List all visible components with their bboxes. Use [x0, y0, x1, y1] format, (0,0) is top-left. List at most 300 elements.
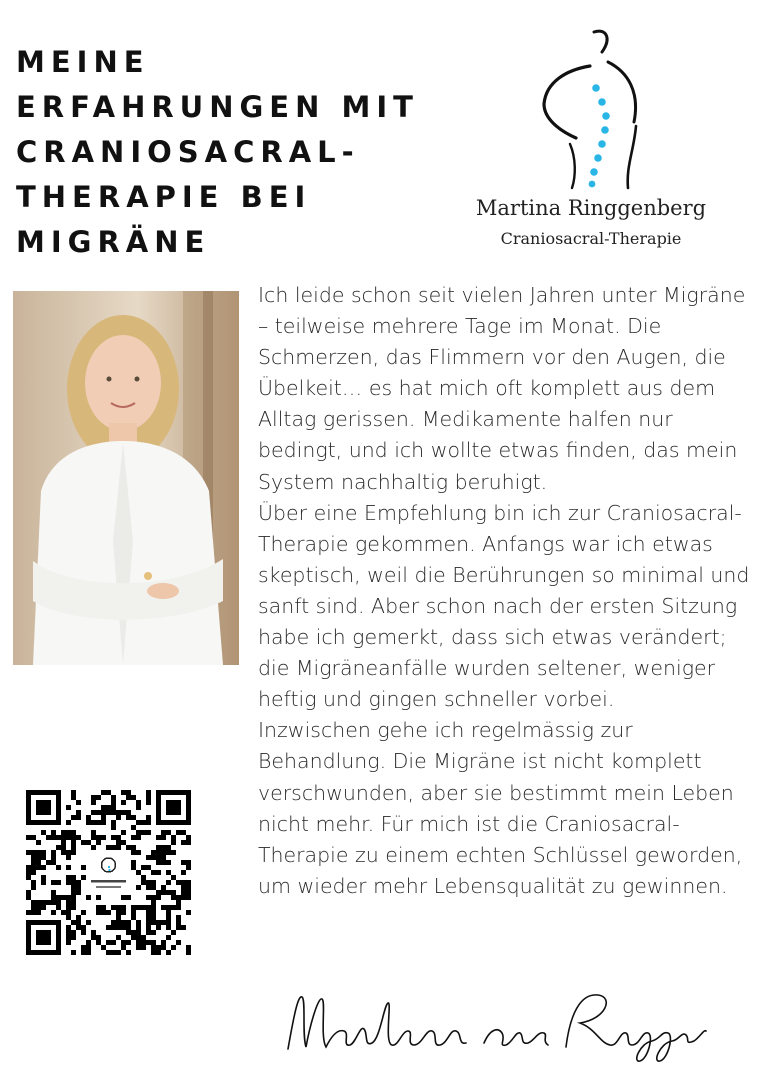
qr-module	[96, 835, 101, 840]
qr-module	[131, 905, 136, 910]
qr-module	[186, 860, 191, 865]
qr-module	[151, 850, 156, 855]
qr-module	[141, 935, 146, 940]
qr-module	[146, 930, 151, 935]
qr-module	[161, 885, 166, 890]
qr-module	[71, 895, 76, 900]
qr-module	[31, 860, 36, 865]
qr-module	[31, 865, 36, 870]
qr-module	[116, 815, 121, 820]
qr-module	[111, 820, 116, 825]
qr-module	[66, 855, 71, 860]
qr-module	[111, 795, 116, 800]
qr-module	[131, 825, 136, 830]
qr-module	[131, 910, 136, 915]
qr-module	[136, 885, 141, 890]
qr-module	[106, 810, 111, 815]
qr-module	[71, 850, 76, 855]
qr-module	[26, 890, 31, 895]
qr-module	[166, 915, 171, 920]
qr-module	[126, 845, 131, 850]
qr-module	[31, 870, 36, 875]
qr-module	[136, 820, 141, 825]
qr-module	[61, 910, 66, 915]
qr-module	[176, 925, 181, 930]
qr-module	[181, 890, 186, 895]
qr-module	[141, 830, 146, 835]
qr-module	[166, 920, 171, 925]
qr-module	[111, 810, 116, 815]
qr-module	[156, 835, 161, 840]
qr-module	[31, 885, 36, 890]
qr-module	[141, 880, 146, 885]
qr-module	[146, 940, 151, 945]
qr-module	[126, 815, 131, 820]
qr-module	[71, 835, 76, 840]
qr-module	[76, 815, 81, 820]
qr-module	[136, 945, 141, 950]
qr-module	[176, 830, 181, 835]
qr-module	[36, 850, 41, 855]
qr-module	[36, 855, 41, 860]
qr-module	[131, 935, 136, 940]
qr-module	[171, 930, 176, 935]
qr-module	[26, 875, 31, 880]
qr-module	[106, 845, 111, 850]
qr-module	[66, 930, 71, 935]
qr-module	[71, 840, 76, 845]
qr-module	[26, 895, 31, 900]
qr-module	[36, 910, 41, 915]
qr-module	[161, 890, 166, 895]
title-line: CRANIOSACRAL-	[16, 135, 360, 169]
qr-module	[51, 855, 56, 860]
qr-module	[51, 900, 56, 905]
qr-module	[81, 865, 86, 870]
qr-module	[66, 875, 71, 880]
qr-module	[136, 905, 141, 910]
qr-module	[146, 920, 151, 925]
qr-module	[136, 830, 141, 835]
qr-module	[156, 895, 161, 900]
qr-module	[106, 790, 111, 795]
qr-module	[101, 815, 106, 820]
title-line: ERFAHRUNGEN MIT	[16, 90, 419, 124]
qr-module	[31, 835, 36, 840]
qr-module	[101, 835, 106, 840]
qr-module	[161, 845, 166, 850]
qr-module	[141, 905, 146, 910]
qr-module	[156, 920, 161, 925]
qr-module	[91, 935, 96, 940]
qr-module	[71, 900, 76, 905]
qr-module	[111, 825, 116, 830]
qr-module	[151, 910, 156, 915]
qr-module	[51, 895, 56, 900]
qr-module	[141, 945, 146, 950]
qr-module	[76, 835, 81, 840]
qr-module	[26, 910, 31, 915]
qr-module	[156, 945, 161, 950]
qr-module	[66, 835, 71, 840]
qr-module	[151, 920, 156, 925]
qr-module	[126, 925, 131, 930]
qr-module	[66, 850, 71, 855]
qr-module	[96, 940, 101, 945]
qr-module	[151, 885, 156, 890]
qr-module	[146, 865, 151, 870]
qr-module	[66, 805, 71, 810]
qr-module	[171, 895, 176, 900]
spine-dots	[589, 84, 610, 187]
qr-module	[41, 850, 46, 855]
qr-module	[181, 870, 186, 875]
qr-module	[71, 950, 76, 955]
qr-module	[111, 845, 116, 850]
qr-module	[126, 930, 131, 935]
qr-module	[176, 905, 181, 910]
qr-module	[91, 835, 96, 840]
qr-module	[166, 850, 171, 855]
qr-module	[121, 905, 126, 910]
qr-module	[71, 930, 76, 935]
logo-name: Martina Ringgenberg	[475, 196, 707, 220]
qr-module	[156, 860, 161, 865]
qr-module	[166, 935, 171, 940]
qr-module	[76, 810, 81, 815]
qr-module	[136, 920, 141, 925]
qr-module	[176, 895, 181, 900]
qr-module	[131, 860, 136, 865]
qr-code-pattern	[26, 790, 191, 955]
qr-module	[36, 905, 41, 910]
qr-module	[186, 890, 191, 895]
qr-module	[111, 925, 116, 930]
qr-module	[86, 920, 91, 925]
qr-module	[81, 925, 86, 930]
qr-module	[66, 905, 71, 910]
qr-module	[151, 905, 156, 910]
qr-module	[76, 920, 81, 925]
qr-module	[176, 920, 181, 925]
qr-module	[81, 910, 86, 915]
qr-module	[166, 905, 171, 910]
qr-module	[151, 855, 156, 860]
qr-module	[146, 915, 151, 920]
qr-module	[176, 880, 181, 885]
qr-module	[136, 940, 141, 945]
qr-module	[26, 870, 31, 875]
qr-module	[171, 945, 176, 950]
qr-module	[76, 880, 81, 885]
qr-module	[66, 910, 71, 915]
qr-module	[131, 865, 136, 870]
qr-module	[146, 800, 151, 805]
qr-module	[136, 935, 141, 940]
qr-module	[81, 840, 86, 845]
qr-module	[66, 830, 71, 835]
qr-module	[151, 950, 156, 955]
qr-module	[56, 895, 61, 900]
qr-module	[141, 875, 146, 880]
qr-module	[106, 805, 111, 810]
qr-module	[161, 860, 166, 865]
qr-code-icon[interactable]	[26, 790, 191, 955]
qr-module	[71, 935, 76, 940]
qr-module	[166, 870, 171, 875]
qr-module	[161, 850, 166, 855]
qr-module	[181, 925, 186, 930]
qr-module	[131, 815, 136, 820]
qr-module	[171, 875, 176, 880]
qr-module	[141, 820, 146, 825]
qr-module	[41, 830, 46, 835]
qr-module	[76, 885, 81, 890]
qr-module	[91, 800, 96, 805]
qr-module	[91, 810, 96, 815]
qr-module	[46, 900, 51, 905]
qr-module	[66, 900, 71, 905]
qr-module	[186, 910, 191, 915]
qr-module	[91, 830, 96, 835]
qr-module	[116, 835, 121, 840]
qr-module	[96, 820, 101, 825]
qr-module	[161, 835, 166, 840]
qr-module	[171, 835, 176, 840]
qr-module	[86, 950, 91, 955]
qr-module	[51, 880, 56, 885]
qr-module	[161, 830, 166, 835]
qr-module	[41, 865, 46, 870]
qr-module	[31, 855, 36, 860]
qr-module	[131, 845, 136, 850]
qr-module	[161, 920, 166, 925]
qr-module	[56, 880, 61, 885]
qr-module	[81, 930, 86, 935]
qr-module	[111, 940, 116, 945]
qr-module	[116, 925, 121, 930]
page-title	[16, 40, 456, 265]
qr-module	[131, 850, 136, 855]
qr-module	[81, 950, 86, 955]
testimonial-text	[258, 280, 754, 902]
qr-module	[126, 810, 131, 815]
qr-module	[31, 850, 36, 855]
qr-module	[96, 795, 101, 800]
qr-module	[96, 810, 101, 815]
qr-module	[146, 830, 151, 835]
qr-module	[66, 915, 71, 920]
qr-module	[111, 805, 116, 810]
qr-module	[151, 940, 156, 945]
qr-module	[121, 895, 126, 900]
qr-module	[116, 845, 121, 850]
qr-module	[136, 930, 141, 935]
qr-module	[146, 905, 151, 910]
qr-module	[36, 840, 41, 845]
qr-module	[26, 850, 31, 855]
brand-logo	[466, 26, 726, 256]
qr-module	[156, 925, 161, 930]
qr-module	[71, 890, 76, 895]
qr-module	[186, 885, 191, 890]
qr-module	[166, 830, 171, 835]
qr-module	[66, 820, 71, 825]
qr-module	[81, 945, 86, 950]
qr-module	[136, 800, 141, 805]
qr-module	[181, 830, 186, 835]
logo-subtitle: Craniosacral-Therapie	[500, 229, 682, 248]
qr-module	[61, 895, 66, 900]
portrait-photo	[13, 291, 239, 665]
qr-module	[86, 940, 91, 945]
qr-module	[111, 800, 116, 805]
qr-module	[111, 835, 116, 840]
qr-module	[66, 865, 71, 870]
qr-module	[41, 905, 46, 910]
qr-module	[96, 905, 101, 910]
qr-module	[166, 845, 171, 850]
qr-module	[171, 850, 176, 855]
qr-module	[76, 890, 81, 895]
qr-module	[156, 890, 161, 895]
qr-module	[166, 950, 171, 955]
qr-module	[126, 950, 131, 955]
qr-module	[151, 880, 156, 885]
qr-module	[146, 910, 151, 915]
signature	[280, 985, 710, 1065]
qr-module	[71, 905, 76, 910]
qr-module	[121, 790, 126, 795]
qr-module	[166, 910, 171, 915]
qr-module	[96, 935, 101, 940]
qr-module	[146, 795, 151, 800]
qr-module	[51, 830, 56, 835]
title-line: MEINE	[16, 45, 150, 79]
qr-module	[131, 915, 136, 920]
qr-module	[106, 925, 111, 930]
qr-module	[131, 835, 136, 840]
qr-module	[121, 800, 126, 805]
qr-module	[156, 850, 161, 855]
qr-module	[126, 920, 131, 925]
qr-module	[186, 865, 191, 870]
qr-module	[31, 900, 36, 905]
qr-module	[31, 910, 36, 915]
qr-module	[51, 860, 56, 865]
qr-module	[26, 865, 31, 870]
qr-module	[71, 880, 76, 885]
qr-module	[101, 790, 106, 795]
qr-module	[131, 930, 136, 935]
qr-module	[116, 950, 121, 955]
qr-module	[91, 845, 96, 850]
qr-module	[71, 795, 76, 800]
qr-module	[101, 945, 106, 950]
qr-module	[166, 925, 171, 930]
qr-module	[186, 950, 191, 955]
qr-module	[96, 910, 101, 915]
qr-module	[116, 905, 121, 910]
qr-module	[41, 875, 46, 880]
qr-module	[71, 790, 76, 795]
qr-module	[181, 840, 186, 845]
qr-module	[181, 880, 186, 885]
qr-module	[151, 870, 156, 875]
qr-module	[96, 895, 101, 900]
qr-module	[36, 900, 41, 905]
qr-module	[146, 885, 151, 890]
qr-module	[66, 895, 71, 900]
qr-module	[126, 795, 131, 800]
qr-module	[116, 915, 121, 920]
title-line: THERAPIE BEI	[16, 180, 312, 214]
qr-module	[86, 895, 91, 900]
qr-module	[176, 900, 181, 905]
qr-module	[86, 820, 91, 825]
qr-module	[166, 880, 171, 885]
qr-module	[171, 905, 176, 910]
qr-module	[166, 890, 171, 895]
qr-module	[41, 900, 46, 905]
qr-module	[156, 950, 161, 955]
qr-module	[101, 905, 106, 910]
qr-module	[151, 915, 156, 920]
qr-module	[91, 930, 96, 935]
qr-module	[146, 895, 151, 900]
qr-module	[141, 865, 146, 870]
qr-module	[181, 860, 186, 865]
qr-module	[66, 925, 71, 930]
qr-module	[101, 810, 106, 815]
qr-module	[146, 790, 151, 795]
qr-module	[181, 885, 186, 890]
qr-module	[146, 925, 151, 930]
qr-module	[71, 875, 76, 880]
qr-module	[111, 920, 116, 925]
qr-module	[61, 830, 66, 835]
qr-module	[156, 855, 161, 860]
qr-module	[71, 815, 76, 820]
qr-module	[136, 850, 141, 855]
qr-module	[76, 915, 81, 920]
qr-module	[101, 820, 106, 825]
testimonial-paragraph: Ich leide schon seit vielen Jahren unter Migräne – teilweise mehrere Tage im Monat. Die Schmerzen, das Flimmern vor den Augen, die Übelkeit… es hat mich oft komplett aus dem Alltag gerissen. Medikamente halfen nur bedingt, und ich wollte etwas finden, das mein System nachhaltig beruhigt.	[258, 283, 746, 494]
qr-module	[56, 845, 61, 850]
qr-module	[121, 840, 126, 845]
qr-module	[141, 940, 146, 945]
qr-module	[71, 830, 76, 835]
qr-module	[161, 945, 166, 950]
qr-module	[121, 925, 126, 930]
qr-module	[176, 915, 181, 920]
handwritten-signature	[280, 985, 710, 1065]
qr-module	[81, 875, 86, 880]
qr-module	[61, 840, 66, 845]
qr-module	[146, 815, 151, 820]
qr-module	[56, 835, 61, 840]
qr-module	[121, 830, 126, 835]
qr-module	[151, 930, 156, 935]
qr-module	[36, 860, 41, 865]
qr-module	[41, 855, 46, 860]
qr-module	[186, 840, 191, 845]
qr-module	[166, 860, 171, 865]
qr-module	[116, 920, 121, 925]
qr-module	[36, 865, 41, 870]
qr-module	[171, 890, 176, 895]
qr-module	[56, 900, 61, 905]
